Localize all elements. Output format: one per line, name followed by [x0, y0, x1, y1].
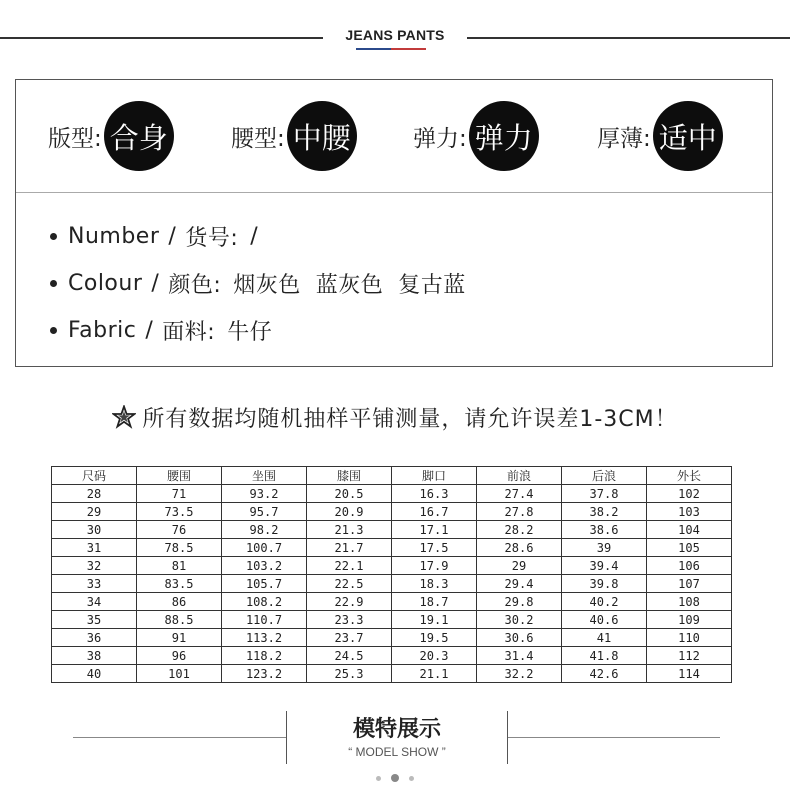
table-cell: 34 — [52, 593, 137, 611]
table-header-cell: 后浪 — [562, 467, 647, 485]
carousel-dot[interactable] — [376, 776, 381, 781]
info-cn: 颜色: — [168, 273, 222, 298]
table-cell: 29 — [477, 557, 562, 575]
table-cell: 113.2 — [222, 629, 307, 647]
model-show-bracket-right — [507, 711, 508, 764]
table-cell: 110.7 — [222, 611, 307, 629]
table-cell: 108 — [647, 593, 732, 611]
bullet-icon — [50, 233, 57, 240]
table-cell: 41.8 — [562, 647, 647, 665]
table-row — [52, 629, 732, 647]
table-cell: 28 — [52, 485, 137, 503]
table-cell: 110 — [647, 629, 732, 647]
note-text: 所有数据均随机抽样平铺测量，请允许误差1-3CM！ — [142, 407, 678, 432]
info-value: 牛仔 — [227, 320, 273, 345]
table-header-row — [52, 467, 732, 485]
table-header-cell: 膝围 — [307, 467, 392, 485]
table-row — [52, 539, 732, 557]
attr-value-badge: 中腰 — [287, 101, 357, 171]
table-cell: 16.3 — [392, 485, 477, 503]
header-rule-right — [467, 37, 790, 39]
table-cell: 109 — [647, 611, 732, 629]
table-cell: 38.2 — [562, 503, 647, 521]
table-cell: 23.7 — [307, 629, 392, 647]
table-cell: 31.4 — [477, 647, 562, 665]
table-cell: 40.6 — [562, 611, 647, 629]
table-cell: 37.8 — [562, 485, 647, 503]
table-cell: 24.5 — [307, 647, 392, 665]
table-cell: 18.7 — [392, 593, 477, 611]
table-cell: 107 — [647, 575, 732, 593]
table-cell: 93.2 — [222, 485, 307, 503]
table-cell: 30.2 — [477, 611, 562, 629]
model-show-bracket-left — [286, 711, 287, 764]
attr-stretch — [413, 100, 539, 172]
info-value: / — [250, 224, 259, 249]
table-row — [52, 593, 732, 611]
table-cell: 31 — [52, 539, 137, 557]
table-row — [52, 575, 732, 593]
table-cell: 17.9 — [392, 557, 477, 575]
table-cell: 22.9 — [307, 593, 392, 611]
model-show-rule-left — [73, 737, 286, 738]
attr-label: 弹力: — [413, 125, 467, 152]
info-en: Fabric — [68, 318, 137, 343]
spec-divider — [16, 192, 772, 193]
info-fabric — [50, 315, 272, 346]
table-cell: 73.5 — [137, 503, 222, 521]
table-cell: 123.2 — [222, 665, 307, 683]
measurement-note — [0, 402, 790, 433]
info-sep: / — [145, 318, 154, 343]
table-cell: 102 — [647, 485, 732, 503]
table-cell: 22.5 — [307, 575, 392, 593]
table-cell: 103.2 — [222, 557, 307, 575]
table-cell: 81 — [137, 557, 222, 575]
table-cell: 32 — [52, 557, 137, 575]
table-row — [52, 503, 732, 521]
table-cell: 95.7 — [222, 503, 307, 521]
header-rule-left — [0, 37, 323, 39]
table-row — [52, 647, 732, 665]
model-show-title: 模特展示 — [352, 717, 441, 742]
table-cell: 21.1 — [392, 665, 477, 683]
table-cell: 20.5 — [307, 485, 392, 503]
table-cell: 19.5 — [392, 629, 477, 647]
info-number — [50, 221, 258, 252]
attr-value-badge: 弹力 — [469, 101, 539, 171]
attr-label: 腰型: — [231, 125, 285, 152]
table-row — [52, 557, 732, 575]
table-header-cell: 前浪 — [477, 467, 562, 485]
table-cell: 33 — [52, 575, 137, 593]
table-cell: 30.6 — [477, 629, 562, 647]
attr-fit — [48, 100, 174, 172]
table-header-cell: 脚口 — [392, 467, 477, 485]
table-cell: 118.2 — [222, 647, 307, 665]
size-table — [51, 466, 732, 683]
table-cell: 17.5 — [392, 539, 477, 557]
table-cell: 98.2 — [222, 521, 307, 539]
table-row — [52, 485, 732, 503]
table-cell: 78.5 — [137, 539, 222, 557]
table-header-cell: 腰围 — [137, 467, 222, 485]
table-cell: 88.5 — [137, 611, 222, 629]
table-cell: 29.4 — [477, 575, 562, 593]
table-cell: 22.1 — [307, 557, 392, 575]
attr-thickness — [597, 100, 723, 172]
table-cell: 27.8 — [477, 503, 562, 521]
table-cell: 91 — [137, 629, 222, 647]
table-cell: 29.8 — [477, 593, 562, 611]
table-row — [52, 665, 732, 683]
table-cell: 39.4 — [562, 557, 647, 575]
table-cell: 29 — [52, 503, 137, 521]
table-cell: 30 — [52, 521, 137, 539]
table-cell: 25.3 — [307, 665, 392, 683]
table-cell: 112 — [647, 647, 732, 665]
attr-waist — [231, 100, 357, 172]
section-title: JEANS PANTS — [345, 27, 445, 43]
table-cell: 35 — [52, 611, 137, 629]
model-show-subtitle: “ MODEL SHOW ” — [348, 745, 446, 759]
table-cell: 23.3 — [307, 611, 392, 629]
table-cell: 96 — [137, 647, 222, 665]
table-cell: 41 — [562, 629, 647, 647]
model-show-rule-right — [508, 737, 720, 738]
table-cell: 18.3 — [392, 575, 477, 593]
table-header-cell: 坐围 — [222, 467, 307, 485]
table-cell: 20.3 — [392, 647, 477, 665]
table-cell: 38 — [52, 647, 137, 665]
table-cell: 36 — [52, 629, 137, 647]
table-cell: 20.9 — [307, 503, 392, 521]
info-cn: 货号: — [185, 226, 239, 251]
table-header-cell: 外长 — [647, 467, 732, 485]
table-cell: 38.6 — [562, 521, 647, 539]
table-cell: 16.7 — [392, 503, 477, 521]
table-cell: 40 — [52, 665, 137, 683]
info-en: Number — [68, 224, 160, 249]
attr-label: 厚薄: — [597, 125, 651, 152]
info-colour — [50, 268, 466, 299]
underline-blue — [356, 48, 391, 50]
table-cell: 28.2 — [477, 521, 562, 539]
table-row — [52, 611, 732, 629]
table-cell: 104 — [647, 521, 732, 539]
table-cell: 106 — [647, 557, 732, 575]
table-cell: 105.7 — [222, 575, 307, 593]
table-cell: 42.6 — [562, 665, 647, 683]
table-cell: 28.6 — [477, 539, 562, 557]
star-outline-icon — [112, 405, 136, 429]
table-cell: 21.3 — [307, 521, 392, 539]
info-cn: 面料: — [162, 320, 216, 345]
table-cell: 76 — [137, 521, 222, 539]
spec-box — [15, 79, 773, 367]
carousel-dot-active[interactable] — [391, 774, 399, 782]
table-cell: 39 — [562, 539, 647, 557]
carousel-dots — [0, 774, 790, 782]
table-cell: 105 — [647, 539, 732, 557]
attr-label: 版型: — [48, 125, 102, 152]
table-cell: 101 — [137, 665, 222, 683]
info-value: 烟灰色 蓝灰色 复古蓝 — [233, 273, 466, 298]
bullet-icon — [50, 327, 57, 334]
table-cell: 103 — [647, 503, 732, 521]
table-cell: 27.4 — [477, 485, 562, 503]
title-underline — [356, 48, 426, 50]
table-cell: 21.7 — [307, 539, 392, 557]
bullet-icon — [50, 280, 57, 287]
table-header-cell: 尺码 — [52, 467, 137, 485]
attr-value-badge: 合身 — [104, 101, 174, 171]
carousel-dot[interactable] — [409, 776, 414, 781]
table-cell: 108.2 — [222, 593, 307, 611]
table-cell: 19.1 — [392, 611, 477, 629]
underline-red — [391, 48, 426, 50]
table-cell: 32.2 — [477, 665, 562, 683]
table-cell: 39.8 — [562, 575, 647, 593]
table-cell: 40.2 — [562, 593, 647, 611]
info-sep: / — [151, 271, 160, 296]
attr-value-badge: 适中 — [653, 101, 723, 171]
table-cell: 83.5 — [137, 575, 222, 593]
table-cell: 71 — [137, 485, 222, 503]
info-en: Colour — [68, 271, 143, 296]
table-cell: 17.1 — [392, 521, 477, 539]
table-cell: 86 — [137, 593, 222, 611]
table-cell: 100.7 — [222, 539, 307, 557]
table-cell: 114 — [647, 665, 732, 683]
table-row — [52, 521, 732, 539]
info-sep: / — [168, 224, 177, 249]
